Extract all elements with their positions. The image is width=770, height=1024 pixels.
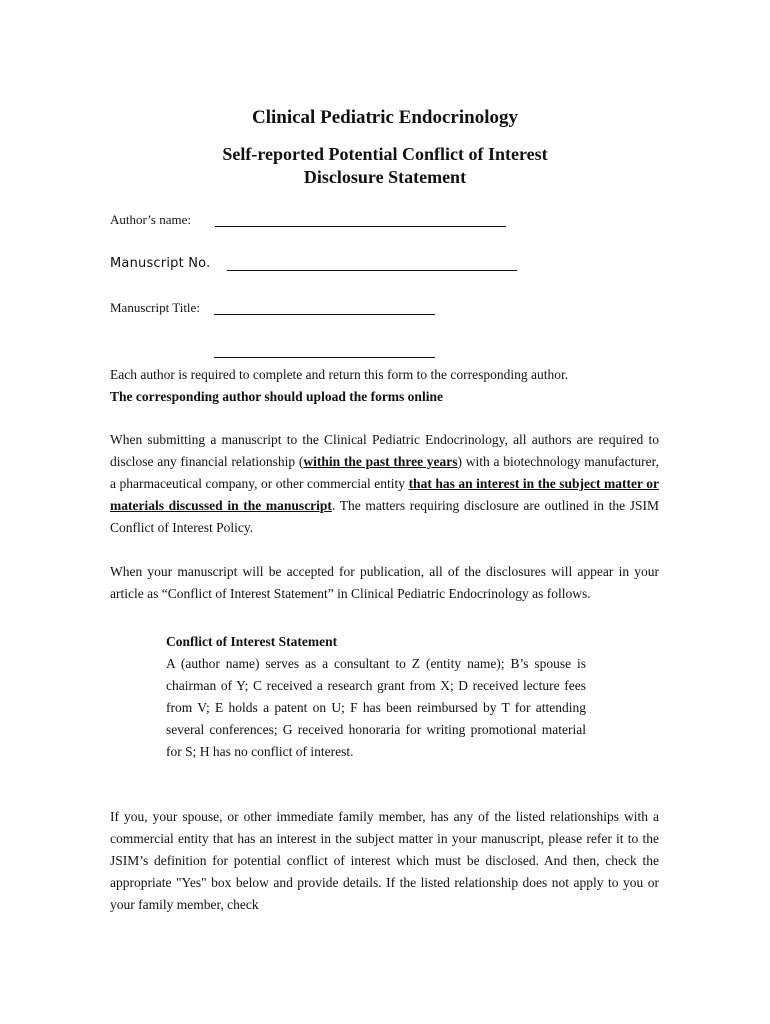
author-name-label: Author’s name: (110, 212, 191, 227)
manuscript-title-field-line1[interactable] (214, 314, 435, 315)
coi-example-body: A (author name) serves as a consultant to Z (entity name); B’s spouse is chairman of Y; C received a research grant from X; D received lecture fees from V; E holds a patent on U; F has been reimbursed by T for attending several conferences; G received honoraria for writing promotional material for S; H has no conflict of interest. (166, 656, 586, 759)
publication-paragraph: When your manuscript will be accepted for publication, all of the disclosures will appear in your article as “Conflict of Interest Statement” in Clinical Pediatric Endocrinology as follows. (110, 564, 659, 601)
para1-part1: When submitting a manuscript to the Clinical Pediatric Endocrinology, all authors are required to disclose any financial relationship ( (110, 432, 659, 469)
disclosure-requirement-paragraph (110, 429, 659, 539)
para1-part3: . The matters requiring disclosure are outlined in the JSIM Conflict of Interest Policy. (110, 498, 659, 535)
manuscript-title-label: Manuscript Title: (110, 300, 200, 315)
coi-example-block (166, 631, 586, 763)
coi-example-heading: Conflict of Interest Statement (166, 634, 338, 649)
form-title-line1: Self-reported Potential Conflict of Interest (222, 144, 548, 164)
instructions-text (110, 364, 659, 408)
form-title-line2: Disclosure Statement (303, 167, 467, 187)
instructions-line2: The corresponding author should upload the forms online (110, 389, 443, 404)
manuscript-no-field[interactable] (227, 270, 517, 271)
manuscript-title-field-line2[interactable] (214, 357, 435, 358)
para1-emphasis-timeframe: within the past three years (303, 454, 458, 469)
para1-part2: ) with a biotechnology manufacturer, a pharmaceutical company, or other commercial entity (110, 454, 659, 491)
instructions-line1: Each author is required to complete and return this form to the corresponding author. (110, 367, 569, 382)
para1-emphasis-interest: that has an interest in the subject matter or materials discussed in the manuscript (110, 476, 659, 513)
journal-title: Clinical Pediatric Endocrinology (252, 107, 518, 128)
manuscript-no-label: Manuscript No. (110, 256, 211, 271)
author-name-field[interactable] (215, 226, 506, 227)
relationship-paragraph: If you, your spouse, or other immediate family member, has any of the listed relationships with a commercial entity that has an interest in the subject matter in your manuscript, please refer it to the JSIM’s definition for potential conflict of interest which must be disclosed. And then, check the appropriate "Yes" box below and provide details. If the listed relationship does not apply to you or your family member, check (110, 809, 659, 912)
